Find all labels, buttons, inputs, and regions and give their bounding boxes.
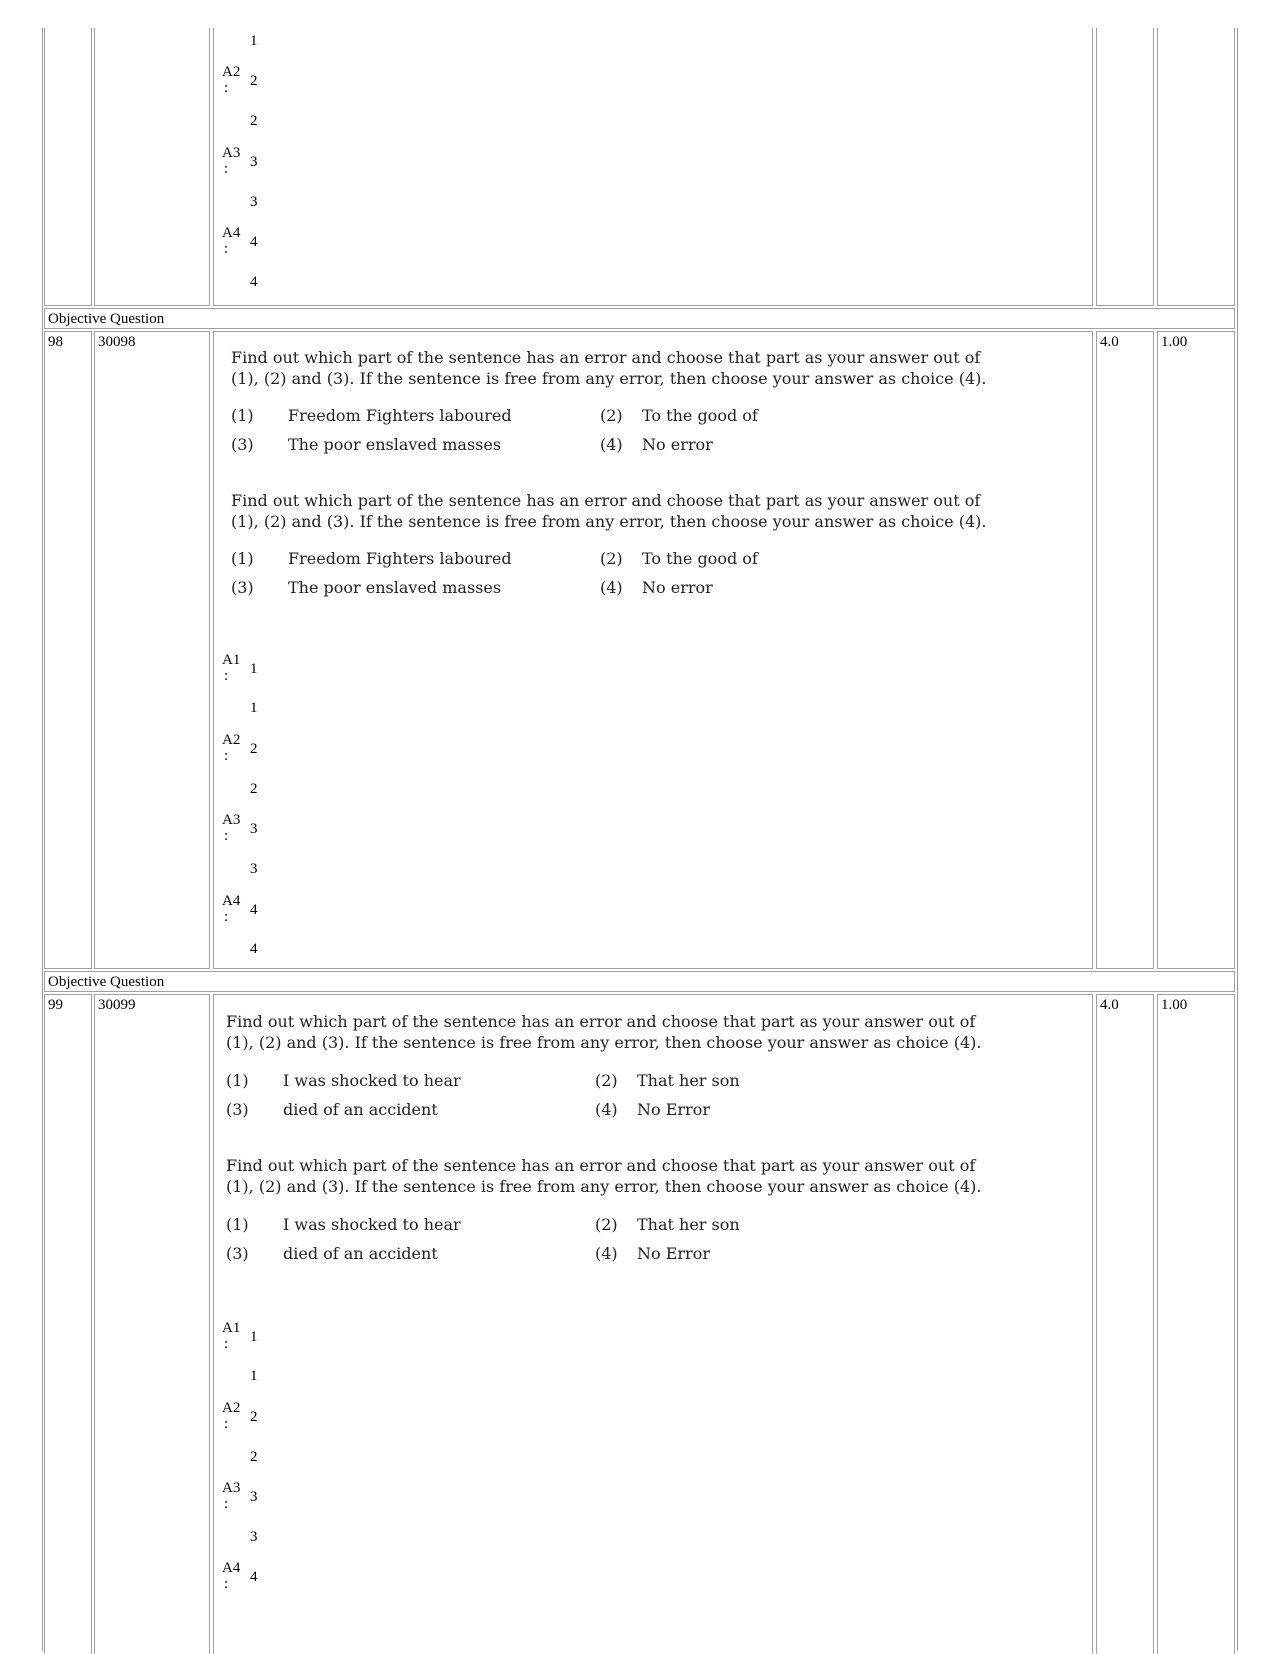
answer-option-a4 xyxy=(222,224,282,264)
question-body-cell xyxy=(213,994,1093,1654)
answer-colon: : xyxy=(224,1496,229,1512)
answer-option-a2 xyxy=(222,1399,282,1439)
page-frame-left xyxy=(42,28,43,1651)
answer-option-a3 xyxy=(222,811,282,851)
answer-value: 1 xyxy=(250,661,258,677)
answer-label: A4 xyxy=(222,1560,241,1576)
answer-option-a1 xyxy=(222,1319,282,1359)
answer-repeat-value: 1 xyxy=(250,33,258,49)
answer-repeat-value: 1 xyxy=(250,1368,258,1384)
answer-colon: : xyxy=(224,1576,229,1592)
answer-option-a4 xyxy=(222,1559,282,1599)
answer-colon: : xyxy=(224,161,229,177)
answer-value: 2 xyxy=(250,741,258,757)
answer-label: A3 xyxy=(222,145,241,161)
option-text: That her son xyxy=(637,1071,740,1090)
question-negative-marks: 1.00 xyxy=(1157,331,1235,969)
option-number: (3) xyxy=(226,1244,249,1263)
question-sno: 99 xyxy=(44,994,92,1654)
answer-option-a3 xyxy=(222,144,282,184)
option-text: Freedom Fighters laboured xyxy=(288,406,512,425)
answer-option-a4 xyxy=(222,892,282,932)
answer-repeat-value: 2 xyxy=(250,1449,258,1465)
answer-repeat-value: 1 xyxy=(250,700,258,716)
answer-label: A1 xyxy=(222,1320,241,1336)
question-instruction: Find out which part of the sentence has an error and choose that part as your answer out of (1), (2) and (3). If the sentence is free from any error, then choose your answer as choice (4). xyxy=(226,1156,982,1196)
top-negative-cell xyxy=(1157,28,1235,306)
answer-colon: : xyxy=(224,1336,229,1352)
page-frame-right xyxy=(1237,28,1238,1651)
section-header: Objective Question xyxy=(44,308,1235,329)
answer-value: 1 xyxy=(250,1329,258,1345)
option-text: That her son xyxy=(637,1215,740,1234)
question-instruction: Find out which part of the sentence has an error and choose that part as your answer out of (1), (2) and (3). If the sentence is free from any error, then choose your answer as choice (4). xyxy=(231,491,987,531)
option-text: To the good of xyxy=(642,406,758,425)
answer-value: 4 xyxy=(250,902,258,918)
question-body-cell xyxy=(213,331,1093,969)
question-id: 30098 xyxy=(94,331,210,969)
answer-option-a1 xyxy=(222,651,282,691)
question-instruction: Find out which part of the sentence has an error and choose that part as your answer out of (1), (2) and (3). If the sentence is free from any error, then choose your answer as choice (4). xyxy=(231,348,987,388)
answer-label: A1 xyxy=(222,652,241,668)
question-marks: 4.0 xyxy=(1096,994,1154,1654)
option-text: died of an accident xyxy=(283,1244,438,1263)
answer-option-a2 xyxy=(222,731,282,771)
top-sno-cell xyxy=(44,28,92,306)
option-number: (3) xyxy=(231,435,254,454)
answer-repeat-value: 4 xyxy=(250,274,258,290)
option-text: I was shocked to hear xyxy=(283,1215,461,1234)
option-number: (4) xyxy=(600,435,623,454)
section-header: Objective Question xyxy=(44,971,1235,992)
option-number: (2) xyxy=(595,1215,618,1234)
option-number: (3) xyxy=(226,1100,249,1119)
answer-repeat-value: 4 xyxy=(250,941,258,957)
option-text: The poor enslaved masses xyxy=(288,435,502,454)
option-text: The poor enslaved masses xyxy=(288,578,502,597)
answer-colon: : xyxy=(224,80,229,96)
answer-value: 3 xyxy=(250,1489,258,1505)
answer-colon: : xyxy=(224,1416,229,1432)
option-text: No error xyxy=(642,435,713,454)
option-number: (3) xyxy=(231,578,254,597)
option-number: (4) xyxy=(595,1100,618,1119)
option-text: No Error xyxy=(637,1244,710,1263)
option-number: (4) xyxy=(600,578,623,597)
top-qid-cell xyxy=(94,28,210,306)
option-number: (1) xyxy=(231,549,254,568)
question-negative-marks: 1.00 xyxy=(1157,994,1235,1654)
answer-label: A2 xyxy=(222,1400,241,1416)
answer-repeat-value: 3 xyxy=(250,1529,258,1545)
option-text: No Error xyxy=(637,1100,710,1119)
answer-option-a3 xyxy=(222,1479,282,1519)
answer-label: A3 xyxy=(222,812,241,828)
top-question-cell xyxy=(213,28,1093,306)
answer-option-a2 xyxy=(222,63,282,103)
top-marks-cell xyxy=(1096,28,1154,306)
answer-value: 4 xyxy=(250,234,258,250)
answer-label: A4 xyxy=(222,225,241,241)
option-number: (1) xyxy=(231,406,254,425)
option-number: (1) xyxy=(226,1215,249,1234)
answer-label: A3 xyxy=(222,1480,241,1496)
answer-colon: : xyxy=(224,748,229,764)
option-number: (4) xyxy=(595,1244,618,1263)
answer-repeat-value: 2 xyxy=(250,781,258,797)
answer-value: 3 xyxy=(250,821,258,837)
answer-colon: : xyxy=(224,909,229,925)
option-text: No error xyxy=(642,578,713,597)
question-instruction: Find out which part of the sentence has an error and choose that part as your answer out of (1), (2) and (3). If the sentence is free from any error, then choose your answer as choice (4). xyxy=(226,1012,982,1052)
answer-colon: : xyxy=(224,828,229,844)
option-text: died of an accident xyxy=(283,1100,438,1119)
option-number: (2) xyxy=(600,549,623,568)
option-number: (2) xyxy=(600,406,623,425)
option-text: I was shocked to hear xyxy=(283,1071,461,1090)
answer-label: A2 xyxy=(222,64,241,80)
answer-colon: : xyxy=(224,668,229,684)
answer-value: 4 xyxy=(250,1569,258,1585)
option-number: (2) xyxy=(595,1071,618,1090)
answer-value: 2 xyxy=(250,73,258,89)
answer-label: A2 xyxy=(222,732,241,748)
answer-value: 3 xyxy=(250,154,258,170)
option-number: (1) xyxy=(226,1071,249,1090)
answer-repeat-value: 3 xyxy=(250,861,258,877)
answer-value: 2 xyxy=(250,1409,258,1425)
answer-label: A4 xyxy=(222,893,241,909)
answer-colon: : xyxy=(224,241,229,257)
option-text: Freedom Fighters laboured xyxy=(288,549,512,568)
answer-repeat-value: 3 xyxy=(250,194,258,210)
question-sno: 98 xyxy=(44,331,92,969)
question-marks: 4.0 xyxy=(1096,331,1154,969)
answer-repeat-value: 2 xyxy=(250,113,258,129)
option-text: To the good of xyxy=(642,549,758,568)
question-id: 30099 xyxy=(94,994,210,1654)
